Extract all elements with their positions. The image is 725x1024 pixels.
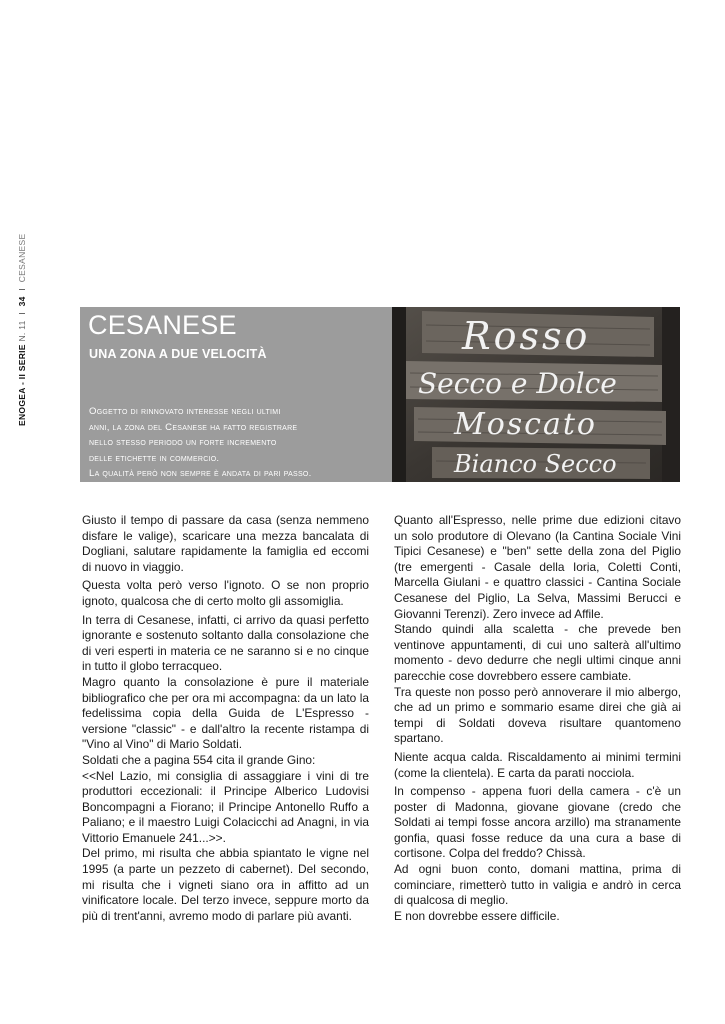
- running-head-section: CESANESE: [17, 233, 27, 283]
- paragraph: Ad ogni buon conto, domani mattina, prima di cominciare, rimetterò tutto in valigia e andrò in cerca di qualcosa di meglio.: [394, 862, 681, 908]
- paragraph: E non dovrebbe essere difficile.: [394, 908, 560, 923]
- paragraph: Stando quindi alla scaletta - che prevede ben ventinove appuntamenti, di cui uno salterà all'ultimo momento - devo dedurre che negli ultimi cinque anni parecchie cose dovrebbero essere cambiate.: [394, 622, 681, 683]
- paragraph: Questa volta però verso l'ignoto. O se non proprio ignoto, qualcosa che di certo molto gli assomiglia.: [82, 578, 369, 608]
- running-head-separator-2: I: [17, 287, 27, 291]
- wooden-sign-image: [392, 307, 680, 482]
- sign-line-rosso: Rosso: [462, 314, 591, 358]
- article-header-text: [80, 307, 388, 482]
- paragraph: Soldati che a pagina 554 cita il grande Gino:: [82, 752, 316, 767]
- abstract-line: nello stesso periodo un forte incremento: [89, 437, 277, 449]
- running-head-issue: N. 11: [17, 320, 27, 342]
- article-abstract: [89, 404, 389, 482]
- sign-line-secco-dolce: Secco e Dolce: [418, 367, 617, 400]
- paragraph: Del primo, mi risulta che abbia spiantato le vigne nel 1995 (a parte un pezzeto di cabernet). Del secondo, mi risulta che i vigneti siano ora in affitto ad un vinificatore locale. Del terzo invece, seppure morto da più di trent'anni, avremo modo di parlare più avanti.: [82, 846, 369, 923]
- abstract-line: Oggetto di rinnovato interesse negli ultimi: [89, 406, 281, 417]
- article-column-right: [394, 513, 681, 924]
- abstract-line: La qualità però non sempre è andata di pari passo.: [89, 468, 312, 480]
- paragraph: Niente acqua calda. Riscaldamento ai minimi termini (come la clientela). E carta da parati nocciola.: [394, 749, 681, 780]
- article-subtitle: UNA ZONA A DUE VELOCITÀ: [89, 347, 267, 361]
- page-number: 34: [17, 296, 27, 307]
- sign-line-bianco-secco: Bianco Secco: [454, 450, 617, 478]
- quotation: <<Nel Lazio, mi consiglia di assaggiare i vini di tre produttori eccezionali: il Principe Alberico Ludovisi Boncompagni a Fiorano; il Principe Antonello Ruffo a Paliano; e il maestro Luigi Colacicchi ad Anagni, in via Vittorio Emanuele 241...>>.: [82, 768, 369, 845]
- paragraph: Giusto il tempo di passare da casa (senza nemmeno disfare le valige), scaricare una mezza bancalata di Dogliani, salutare rapidamente la famiglia ed eccomi di nuovo in viaggio.: [82, 513, 369, 574]
- paragraph: Quanto all'Espresso, nelle prime due edizioni citavo un solo produtore di Olevano (la Cantina Sociale Vini Tipici Cesanese) e "ben" sette della zona del Piglio (tre emergenti - Casale della Ioria, Coletti Conti, Marcella Giulani - e quattro classici - Cantina Sociale Cesanese del Piglio, La Selva, Massimi Berucci e Giovanni Terenzi). Zero invece ad Affile.: [394, 513, 681, 621]
- wooden-sign-photo: [392, 307, 680, 482]
- article-column-left: [82, 513, 369, 924]
- abstract-line: anni, la zona del Cesanese ha fatto registrare: [89, 421, 298, 433]
- running-head-brand: ENOGEA - II SERIE: [17, 344, 27, 426]
- sign-line-moscato: Moscato: [454, 407, 597, 442]
- abstract-line: delle etichette in commercio.: [89, 452, 220, 464]
- paragraph: Magro quanto la consolazione è pure il materiale bibliografico che per ora mi accompagna: da un lato la fedelissima copia della Guida de L'Espresso - versione "classic" - e dall'altro la recente ristampa di "Vino al Vino" di Mario Soldati.: [82, 674, 369, 752]
- article-title: CESANESE: [88, 310, 237, 340]
- paragraph: Tra queste non posso però annoverare il mio albergo, che ad un primo e sommario esame direi che già ai tempi di Soldati doveva risultare quantomeno spartano.: [394, 684, 681, 746]
- running-head: [17, 226, 31, 426]
- paragraph: In terra di Cesanese, infatti, ci arrivo da quasi perfetto ignorante e sostenuto soltanto dalla consolazione che di veri esperti in materia ce ne saranno si e no cinque in tutto il globo terracqueo.: [82, 612, 369, 674]
- article-header-band: [80, 307, 680, 482]
- paragraph: In compenso - appena fuori della camera - c'è un poster di Madonna, giovane giovane (credo che Soldati ai tempi fosse ancora arzillo) ma stranamente gonfia, quasi fosse reduce da una cura a base di cortisone. Colpa del freddo? Chissà.: [394, 784, 681, 861]
- running-head-separator: I: [17, 312, 27, 315]
